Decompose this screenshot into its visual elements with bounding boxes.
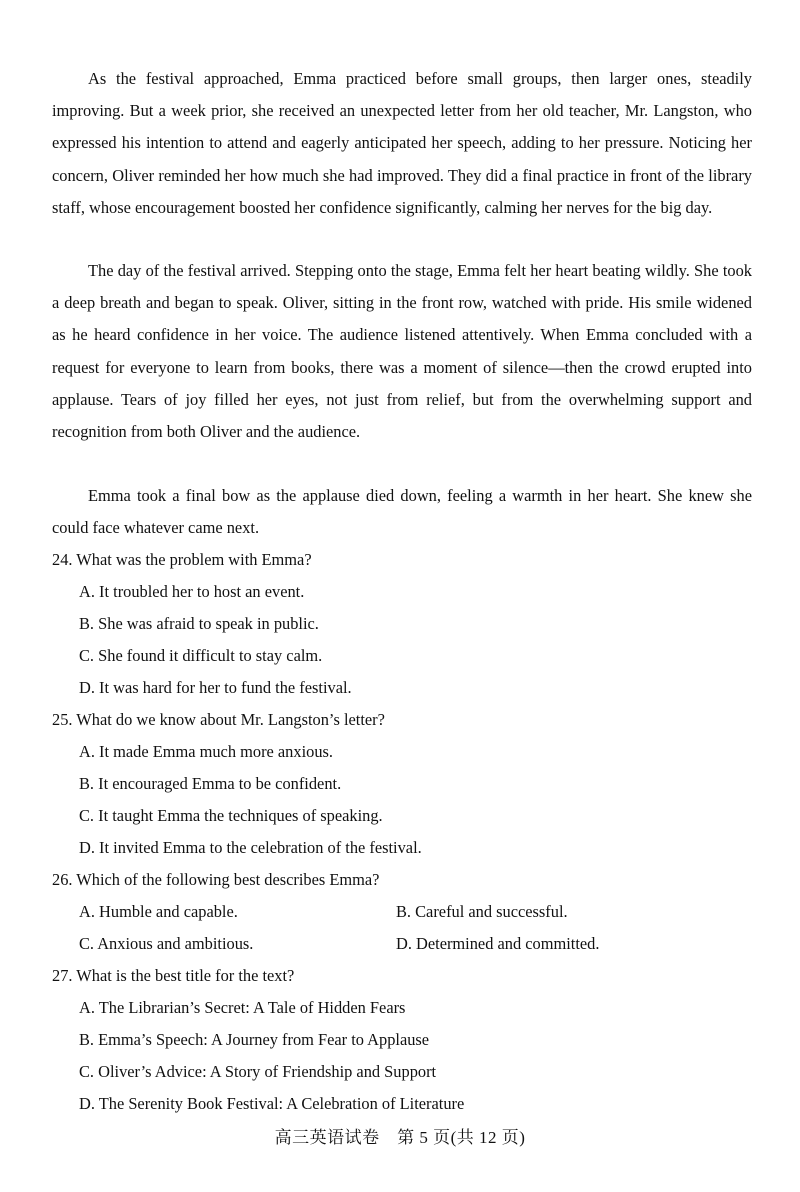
question-24-option-d: D. It was hard for her to fund the festival. — [79, 678, 352, 697]
question-27-option-d: D. The Serenity Book Festival: A Celebration of Literature — [79, 1094, 465, 1113]
question-26-option-d: D. Determined and committed. — [396, 934, 600, 953]
question-25-option-d: D. It invited Emma to the celebration of the festival. — [79, 838, 422, 857]
question-25-option-b: B. It encouraged Emma to be confident. — [79, 774, 342, 793]
question-24-option-b: B. She was afraid to speak in public. — [79, 614, 319, 633]
page-footer: 高三英语试卷 第 5 页(共 12 页) — [274, 1128, 526, 1147]
question-26-option-a: A. Humble and capable. — [79, 902, 238, 921]
question-24-option-a: A. It troubled her to host an event. — [79, 582, 305, 601]
question-27-stem: 27. What is the best title for the text? — [52, 966, 295, 985]
question-25-stem: 25. What do we know about Mr. Langston’s letter? — [52, 710, 385, 729]
question-24-option-c: C. She found it difficult to stay calm. — [79, 646, 323, 665]
question-27-option-a: A. The Librarian’s Secret: A Tale of Hidden Fears — [79, 998, 406, 1017]
passage-paragraph-3: Emma took a final bow as the applause died down, feeling a warmth in her heart. She knew she could face whatever came next. — [52, 486, 752, 538]
question-25-option-a: A. It made Emma much more anxious. — [79, 742, 333, 761]
question-26-stem: 26. Which of the following best describes Emma? — [52, 870, 380, 889]
question-25-option-c: C. It taught Emma the techniques of speaking. — [79, 806, 383, 825]
question-24-stem: 24. What was the problem with Emma? — [52, 550, 312, 569]
question-27-option-c: C. Oliver’s Advice: A Story of Friendship and Support — [79, 1062, 437, 1081]
passage-paragraph-2: The day of the festival arrived. Stepping onto the stage, Emma felt her heart beating wildly. She took a deep breath and began to speak. Oliver, sitting in the front row, watched with pride. His smile widened as he heard confidence in her voice. The audience listened attentively. When Emma concluded with a request for everyone to learn from books, there was a moment of silence—then the crowd erupted into applause. Tears of joy filled her eyes, not just from relief, but from the overwhelming support and recognition from both Oliver and the audience. — [52, 261, 752, 442]
question-26-option-b: B. Careful and successful. — [396, 902, 568, 921]
passage-paragraph-1: As the festival approached, Emma practiced before small groups, then larger ones, steadily improving. But a week prior, she received an unexpected letter from her old teacher, Mr. Langston, who expressed his intention to attend and eagerly anticipated her speech, adding to her pressure. Noticing her concern, Oliver reminded her how much she had improved. They did a final practice in front of the library staff, whose encouragement boosted her confidence significantly, calming her nerves for the big day. — [52, 69, 752, 217]
question-27-option-b: B. Emma’s Speech: A Journey from Fear to Applause — [79, 1030, 430, 1049]
question-26-option-c: C. Anxious and ambitious. — [79, 934, 254, 953]
